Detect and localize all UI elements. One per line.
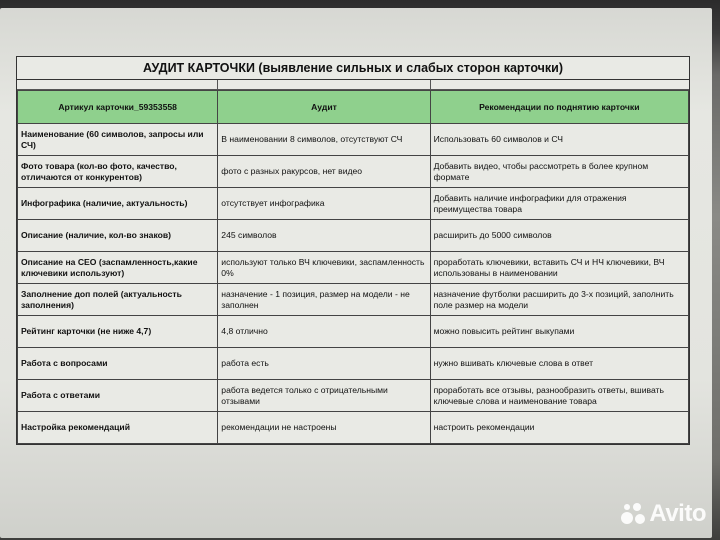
sheet-title: АУДИТ КАРТОЧКИ (выявление сильных и слабых сторон карточки) bbox=[17, 57, 689, 80]
param-cell: Работа с ответами bbox=[18, 380, 218, 412]
recommendation-cell: нужно вшивать ключевые слова в ответ bbox=[430, 348, 688, 380]
recommendation-cell: проработать все отзывы, разнообразить ответы, вшивать ключевые слова и наименование товара bbox=[430, 380, 688, 412]
spacer-cell bbox=[431, 80, 689, 89]
param-cell: Инфографика (наличие, актуальность) bbox=[18, 188, 218, 220]
table-row bbox=[18, 156, 689, 188]
header-recommendations: Рекомендации по поднятию карточки bbox=[430, 91, 688, 124]
recommendation-cell: Использовать 60 символов и СЧ bbox=[430, 124, 688, 156]
spacer-row bbox=[17, 80, 689, 90]
monitor-screen bbox=[0, 8, 712, 538]
table-row bbox=[18, 252, 689, 284]
param-cell: Рейтинг карточки (не ниже 4,7) bbox=[18, 316, 218, 348]
param-cell: Описание (наличие, кол-во знаков) bbox=[18, 220, 218, 252]
header-article: Артикул карточки_59353558 bbox=[18, 91, 218, 124]
recommendation-cell: назначение футболки расширить до 3-х позиций, заполнить поле размер на модели bbox=[430, 284, 688, 316]
audit-cell: работа есть bbox=[218, 348, 430, 380]
recommendation-cell: настроить рекомендации bbox=[430, 412, 688, 444]
audit-cell: фото с разных ракурсов, нет видео bbox=[218, 156, 430, 188]
recommendation-cell: можно повысить рейтинг выкупами bbox=[430, 316, 688, 348]
table-row bbox=[18, 124, 689, 156]
table-row bbox=[18, 316, 689, 348]
audit-cell: назначение - 1 позиция, размер на модели - не заполнен bbox=[218, 284, 430, 316]
spacer-cell bbox=[218, 80, 431, 89]
avito-watermark bbox=[619, 500, 706, 528]
param-cell: Фото товара (кол-во фото, качество, отличаются от конкурентов) bbox=[18, 156, 218, 188]
spacer-cell bbox=[17, 80, 218, 89]
audit-cell: 245 символов bbox=[218, 220, 430, 252]
audit-cell: отсутствует инфографика bbox=[218, 188, 430, 220]
recommendation-cell: расширить до 5000 символов bbox=[430, 220, 688, 252]
table-row bbox=[18, 348, 689, 380]
param-cell: Заполнение доп полей (актуальность заполнения) bbox=[18, 284, 218, 316]
audit-sheet bbox=[16, 56, 690, 445]
recommendation-cell: Добавить наличие инфографики для отражения преимущества товара bbox=[430, 188, 688, 220]
watermark-text: Avito bbox=[649, 500, 706, 527]
recommendation-cell: проработать ключевики, вставить СЧ и НЧ ключевики, ВЧ использованы в наименовании bbox=[430, 252, 688, 284]
header-audit: Аудит bbox=[218, 91, 430, 124]
audit-cell: В наименовании 8 символов, отсутствуют СЧ bbox=[218, 124, 430, 156]
param-cell: Наименование (60 символов, запросы или СЧ) bbox=[18, 124, 218, 156]
audit-cell: работа ведется только с отрицательными отзывами bbox=[218, 380, 430, 412]
audit-table bbox=[17, 90, 689, 444]
audit-cell: 4,8 отлично bbox=[218, 316, 430, 348]
table-row bbox=[18, 380, 689, 412]
header-row bbox=[18, 91, 689, 124]
recommendation-cell: Добавить видео, чтобы рассмотреть в более крупном формате bbox=[430, 156, 688, 188]
param-cell: Описание на СЕО (заспамленность,какие ключевики используют) bbox=[18, 252, 218, 284]
table-row bbox=[18, 220, 689, 252]
audit-cell: используют только ВЧ ключевики, заспамленность 0% bbox=[218, 252, 430, 284]
table-row bbox=[18, 188, 689, 220]
table-row bbox=[18, 284, 689, 316]
param-cell: Работа с вопросами bbox=[18, 348, 218, 380]
table-row bbox=[18, 412, 689, 444]
param-cell: Настройка рекомендаций bbox=[18, 412, 218, 444]
avito-logo-icon bbox=[619, 501, 645, 527]
audit-cell: рекомендации не настроены bbox=[218, 412, 430, 444]
